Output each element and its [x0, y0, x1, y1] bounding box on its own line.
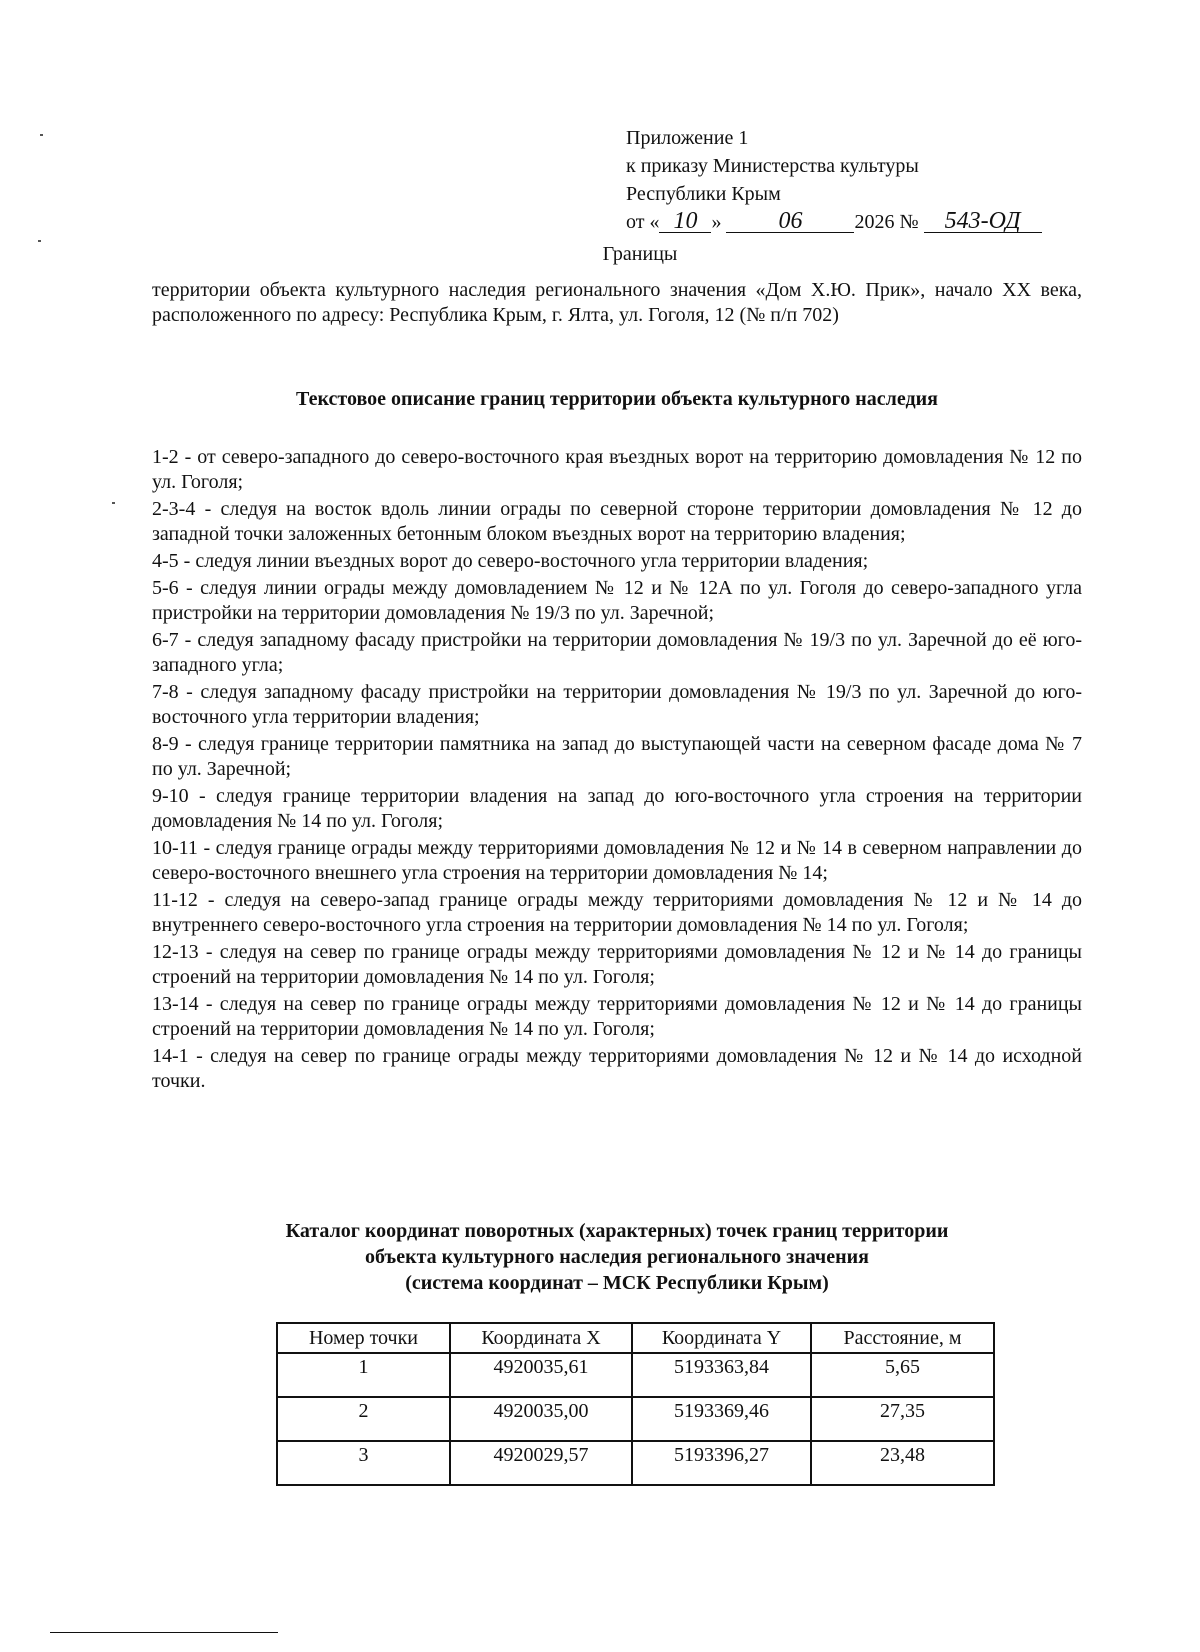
document-heading: Границы — [602, 243, 678, 265]
scan-speck — [40, 134, 43, 136]
date-year: 2026 № — [854, 211, 919, 233]
description-item: 4-5 - следуя линии въездных ворот до северо-восточного угла территории владения; — [152, 550, 869, 572]
annex-date-line — [626, 208, 1042, 236]
coordinates-table — [276, 1322, 995, 1486]
description-item: 6-7 - следуя западному фасаду пристройки на территории домовладения № 19/3 по ул. Заречной до её юго-западного угла; — [152, 629, 1082, 676]
catalog-title — [152, 1218, 1082, 1296]
cell-point-number: 1 — [277, 1353, 450, 1397]
date-mid: » — [711, 211, 722, 233]
description-item: 13-14 - следуя на север по границе ограды между территориями домовладения № 12 и № 14 до границы строений на территории домовладения № 14 по ул. Гоголя; — [152, 993, 1082, 1040]
description-item: 9-10 - следуя границе территории владения на запад до юго-восточного угла строения на территории домовладения № 14 по ул. Гоголя; — [152, 785, 1082, 832]
cell-point-number: 3 — [277, 1441, 450, 1485]
cell-distance: 27,35 — [811, 1397, 994, 1441]
cell-coord-y: 5193363,84 — [632, 1353, 811, 1397]
description-item: 14-1 - следуя на север по границе ограды между территориями домовладения № 12 и № 14 до исходной точки. — [152, 1045, 1082, 1092]
date-month: 06 — [726, 210, 854, 233]
description-item: 8-9 - следуя границе территории памятника на запад до выступающей части на северном фасаде дома № 7 по ул. Заречной; — [152, 733, 1082, 780]
date-day: 10 — [659, 210, 711, 233]
date-prefix: от « — [626, 211, 660, 233]
table-header-row — [277, 1323, 994, 1353]
footnote-separator — [50, 1632, 278, 1633]
document-subject: территории объекта культурного наследия регионального значения «Дом Х.Ю. Прик», начало XX века, расположенного по адресу: Республика Крым, г. Ялта, ул. Гоголя, 12 (№ п/п 702) — [152, 279, 1082, 326]
cell-coord-x: 4920029,57 — [450, 1441, 632, 1485]
cell-coord-x: 4920035,61 — [450, 1353, 632, 1397]
header-distance: Расстояние, м — [811, 1323, 994, 1353]
description-item: 11-12 - следуя на северо-запад границе ограды между территориями домовладения № 12 и № 14 до внутреннего северо-восточного угла строения на территории домовладения № 14 по ул. Гоголя; — [152, 889, 1082, 936]
catalog-title-line: (система координат – МСК Республики Крым) — [405, 1272, 829, 1294]
header-coord-y: Координата Y — [632, 1323, 811, 1353]
annex-title: Приложение 1 — [626, 127, 749, 149]
cell-coord-x: 4920035,00 — [450, 1397, 632, 1441]
boundary-description — [152, 445, 1082, 1096]
table-row — [277, 1353, 994, 1397]
description-item: 1-2 - от северо-западного до северо-восточного края въездных ворот на территорию домовладения № 12 по ул. Гоголя; — [152, 446, 1082, 493]
cell-coord-y: 5193369,46 — [632, 1397, 811, 1441]
annex-ministry: Республики Крым — [626, 183, 781, 205]
table-row — [277, 1441, 994, 1485]
scan-speck — [112, 502, 115, 504]
cell-coord-y: 5193396,27 — [632, 1441, 811, 1485]
description-item: 2-3-4 - следуя на восток вдоль линии ограды по северной стороне территории домовладения № 12 до западной точки заложенных бетонным блоком въездных ворот на территорию владения; — [152, 498, 1082, 545]
description-item: 7-8 - следуя западному фасаду пристройки на территории домовладения № 19/3 по ул. Заречной до юго-восточного угла территории владения; — [152, 681, 1082, 728]
catalog-title-line: объекта культурного наследия регионального значения — [365, 1246, 869, 1268]
cell-distance: 23,48 — [811, 1441, 994, 1485]
scan-speck — [38, 240, 41, 242]
description-item: 10-11 - следуя границе ограды между территориями домовладения № 12 и № 14 в северном направлении до северо-восточного внешнего угла строения на территории домовладения № 14; — [152, 837, 1082, 884]
description-item: 12-13 - следуя на север по границе ограды между территориями домовладения № 12 и № 14 до границы строений на территории домовладения № 14 по ул. Гоголя; — [152, 941, 1082, 988]
catalog-title-line: Каталог координат поворотных (характерных) точек границ территории — [285, 1220, 949, 1242]
annex-block — [626, 124, 1042, 236]
annex-order-ref: к приказу Министерства культуры — [626, 155, 919, 177]
cell-distance: 5,65 — [811, 1353, 994, 1397]
header-coord-x: Координата X — [450, 1323, 632, 1353]
header-point-number: Номер точки — [277, 1323, 450, 1353]
order-number: 543-ОД — [924, 210, 1042, 233]
section-title: Текстовое описание границ территории объекта культурного наследия — [296, 388, 938, 410]
description-item: 5-6 - следуя линии ограды между домовладением № 12 и № 12А по ул. Гоголя до северо-западного угла пристройки на территории домовладения № 19/3 по ул. Заречной; — [152, 577, 1082, 624]
table-row — [277, 1397, 994, 1441]
cell-point-number: 2 — [277, 1397, 450, 1441]
